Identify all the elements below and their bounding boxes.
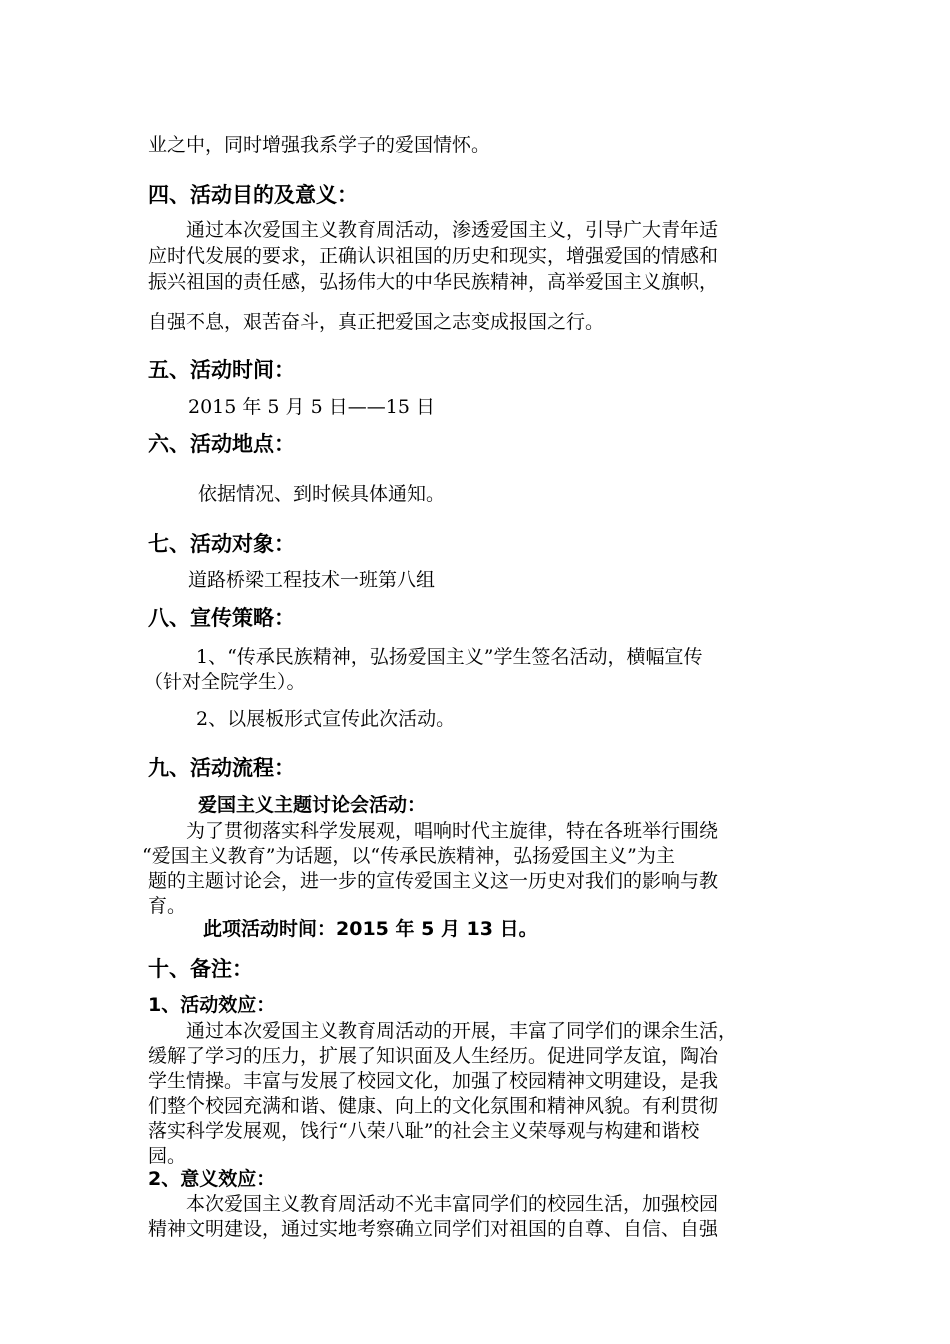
section-10-sub1-line: 学生情操。丰富与发展了校园文化，加强了校园精神文明建设，是我 <box>148 1070 719 1092</box>
section-7-heading: 七、活动对象： <box>148 532 295 556</box>
section-10-sub2-line: 精神文明建设，通过实地考察确立同学们对祖国的自尊、自信、自强 <box>148 1218 719 1240</box>
section-7-text: 道路桥梁工程技术一班第八组 <box>188 569 436 591</box>
section-10-sub1-line: 园。 <box>148 1145 187 1167</box>
section-10-sub2-heading: 2、意义效应： <box>148 1168 276 1190</box>
section-8-line: 1、“传承民族精神，弘扬爱国主义”学生签名活动，横幅宣传 <box>196 646 703 668</box>
section-9-line: 育。 <box>148 895 187 917</box>
section-10-sub1-line: 们整个校园充满和谐、健康、向上的文化氛围和精神风貌。有利贯彻 <box>148 1095 719 1117</box>
section-10-sub1-line: 通过本次爱国主义教育周活动的开展，丰富了同学们的课余生活， <box>186 1020 738 1042</box>
section-4-line: 通过本次爱国主义教育周活动，渗透爱国主义，引导广大青年适 <box>186 219 719 241</box>
section-9-subheading: 爱国主义主题讨论会活动： <box>198 794 427 816</box>
section-10-sub2-line: 本次爱国主义教育周活动不光丰富同学们的校园生活，加强校园 <box>186 1193 719 1215</box>
section-4-line: 振兴祖国的责任感，弘扬伟大的中华民族精神，高举爱国主义旗帜， <box>148 271 719 293</box>
section-9-line: 为了贯彻落实科学发展观，唱响时代主旋律，特在各班举行围绕 <box>186 820 719 842</box>
section-6-text: 依据情况、到时候具体通知。 <box>198 483 446 505</box>
section-9-line: 题的主题讨论会，进一步的宣传爱国主义这一历史对我们的影响与教 <box>148 870 719 892</box>
section-4-heading: 四、活动目的及意义： <box>148 183 358 207</box>
section-10-sub1-heading: 1、活动效应： <box>148 994 276 1016</box>
section-9-line: “爱国主义教育”为话题，以“传承民族精神，弘扬爱国主义”为主 <box>142 845 675 867</box>
section-5-text: 2015 年 5 月 5 日——15 日 <box>188 396 435 418</box>
section-10-sub1-line: 缓解了学习的压力，扩展了知识面及人生经历。促进同学友谊，陶冶 <box>148 1045 719 1067</box>
continuation-text: 业之中，同时增强我系学子的爱国情怀。 <box>148 134 491 156</box>
section-4-line: 应时代发展的要求，正确认识祖国的历史和现实，增强爱国的情感和 <box>148 245 719 267</box>
section-8-line: 2、以展板形式宣传此次活动。 <box>196 708 456 730</box>
section-9-time-note: 此项活动时间：2015 年 5 月 13 日。 <box>203 918 538 940</box>
section-8-line: （针对全院学生）。 <box>144 671 306 693</box>
section-6-heading: 六、活动地点： <box>148 432 295 456</box>
section-9-heading: 九、活动流程： <box>148 756 295 780</box>
section-10-heading: 十、备注： <box>148 957 253 981</box>
section-10-sub1-line: 落实科学发展观，饯行“八荣八耻”的社会主义荣辱观与构建和谐校 <box>148 1120 700 1142</box>
section-4-line: 自强不息，艰苦奋斗，真正把爱国之志变成报国之行。 <box>148 311 605 333</box>
section-5-heading: 五、活动时间： <box>148 358 295 382</box>
section-8-heading: 八、宣传策略： <box>148 606 295 630</box>
